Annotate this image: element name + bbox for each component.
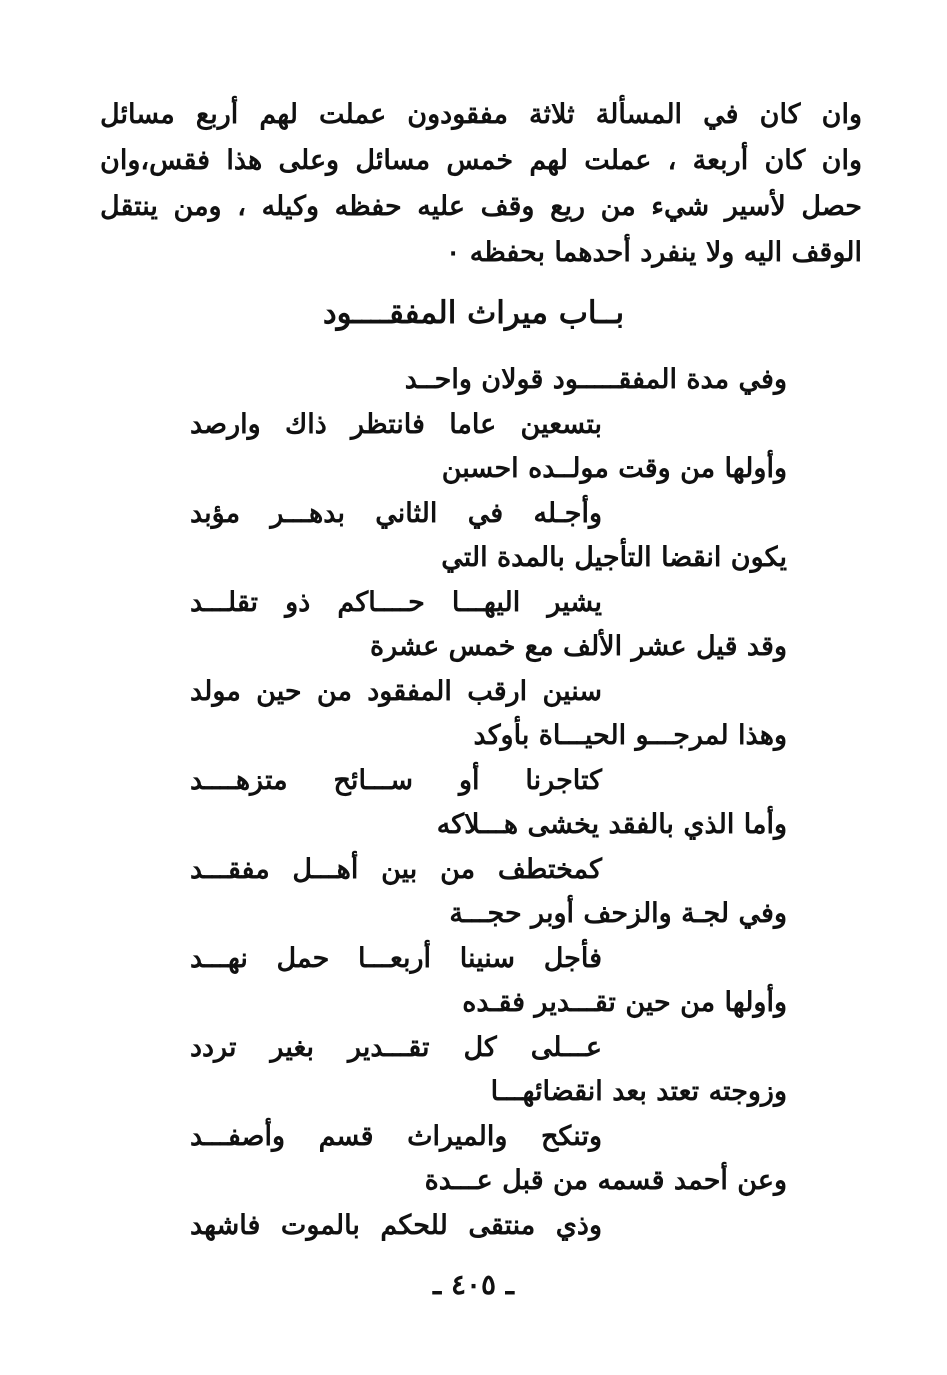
prose-line: الوقف اليه ولا ينفرد أحدهما بحفظه ٠ (445, 237, 862, 268)
verse-second-hemistich: كتاجرنا أو ســـائح متزهــــد (190, 764, 602, 796)
verse-second-hemistich: فأجل سنينا أربعـــا حمل نهـــد (190, 942, 602, 974)
verse-first-half-row (0, 1070, 947, 1115)
verse-second-hemistich: يشير اليهـــا حــــاكم ذو تقلـــد (190, 586, 602, 618)
verse-first-half-row (0, 536, 947, 581)
verse-first-half-row (0, 447, 947, 492)
verse-first-hemistich: وعن أحمد قسمه من قبل عـــدة (424, 1165, 787, 1196)
prose-line: حصل لأسير شيء من ريع وقف عليه حفظه وكيله ، ومن ينتقل (100, 191, 862, 222)
verse-second-hemistich: عـــلى كل تقـــدير بغير تردد (190, 1031, 602, 1063)
poem (0, 358, 947, 1248)
verse-second-hemistich: بتسعين عاما فانتظر ذاك وارصد (190, 408, 602, 440)
verse-second-half-row (0, 670, 947, 715)
verse-first-hemistich: يكون انقضا التأجيل بالمدة التي (441, 542, 787, 573)
verse-second-hemistich: سنين ارقب المفقود من حين مولد (190, 675, 602, 707)
section-heading: بــاب ميراث المفقــــود (322, 295, 625, 331)
verse-second-half-row (0, 1115, 947, 1160)
verse-first-half-row (0, 1159, 947, 1204)
verse-first-hemistich: وأولها من وقت مولــده احسبن (441, 453, 787, 484)
verse-second-half-row (0, 492, 947, 537)
verse-second-half-row (0, 1026, 947, 1071)
verse-first-hemistich: وقد قيل عشر الألف مع خمس عشرة (370, 631, 787, 662)
verse-second-hemistich: كمختطف من بين أهـــل مفقـــد (190, 853, 602, 885)
prose-paragraph (100, 92, 862, 276)
verse-first-half-row (0, 625, 947, 670)
verse-second-half-row (0, 1204, 947, 1249)
verse-first-half-row (0, 714, 947, 759)
verse-first-hemistich: وأولها من حين تقـــدير فقـده (462, 987, 787, 1018)
page-number: ـ ٤٠٥ ـ (432, 1268, 515, 1301)
verse-first-hemistich: وهذا لمرجـــو الحيـــاة بأوكد (473, 720, 787, 751)
prose-line: وان كان أربعة ، عملت لهم خمس مسائل وعلى هذا فقس،وان (100, 145, 862, 176)
verse-first-hemistich: وفي مدة المفقـــــود قولان واحــد (404, 364, 787, 395)
verse-first-half-row (0, 803, 947, 848)
prose-line: وان كان في المسألة ثلاثة مفقودون عملت لهم أربع مسائل (100, 99, 862, 130)
verse-second-half-row (0, 848, 947, 893)
verse-first-half-row (0, 358, 947, 403)
verse-second-half-row (0, 581, 947, 626)
verse-second-hemistich: وتنكح والميراث قسم وأصفـــد (190, 1120, 602, 1152)
verse-second-half-row (0, 937, 947, 982)
verse-first-hemistich: وفي لجـة والزحف أوبر حجـــة (449, 898, 787, 929)
verse-second-half-row (0, 759, 947, 804)
verse-first-hemistich: وأما الذي بالفقد يخشى هـــلاكه (436, 809, 787, 840)
verse-first-half-row (0, 981, 947, 1026)
verse-first-hemistich: وزوجته تعتد بعد انقضائهـــا (490, 1076, 787, 1107)
verse-second-hemistich: وذي منتقى للحكم بالموت فاشهد (190, 1209, 602, 1241)
verse-second-half-row (0, 403, 947, 448)
verse-second-hemistich: وأجـله في الثاني بدهـــر مؤبد (190, 497, 602, 529)
verse-first-half-row (0, 892, 947, 937)
